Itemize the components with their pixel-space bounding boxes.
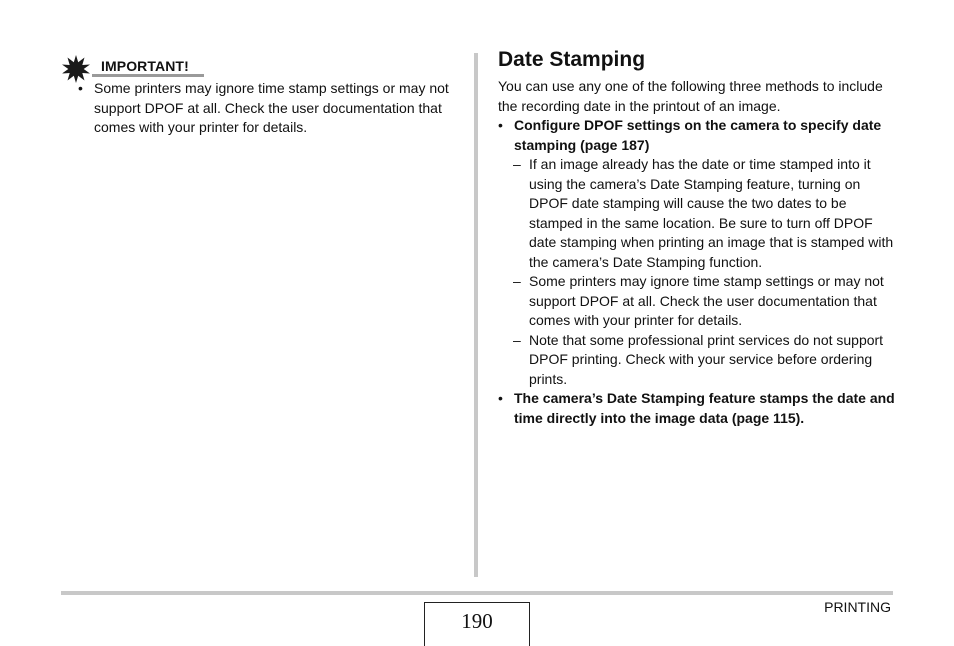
method-subitem-text: Some printers may ignore time stamp settings or may not support DPOF at all. Check the user documentation that comes with your printer for details. bbox=[529, 273, 884, 328]
important-heading bbox=[62, 55, 212, 81]
important-bullet bbox=[78, 79, 463, 138]
important-note bbox=[78, 79, 463, 138]
method-subitem bbox=[498, 331, 898, 390]
method-bullet-text: Configure DPOF settings on the camera to specify date stamping (page 187) bbox=[514, 117, 882, 153]
section-intro: You can use any one of the following three methods to include the recording date in the printout of an image. bbox=[498, 78, 883, 114]
column-divider bbox=[474, 53, 478, 577]
footer-rule bbox=[61, 591, 893, 595]
footer-section-name: PRINTING bbox=[824, 599, 891, 615]
method-subitem-text: Note that some professional print services do not support DPOF printing. Check with your service before ordering prints. bbox=[529, 331, 884, 387]
method-bullet-text: The camera’s Date Stamping feature stamps the date and time directly into the image data (page 115). bbox=[514, 390, 895, 426]
bullet-dot: • bbox=[498, 390, 503, 406]
dash-marker: – bbox=[513, 273, 521, 289]
method-subitem bbox=[498, 155, 898, 272]
important-underline bbox=[92, 74, 204, 77]
method-subitem-text: If an image already has the date or time stamped into it using the camera’s Date Stamping feature, turning on DPOF date stamping will cause the two dates to be stamped in the same location. Be sure to turn off DPOF date stamping when printing an image that is stamped with the camera’s Date Stamping function. bbox=[529, 156, 894, 270]
bullet-dot: • bbox=[498, 117, 503, 133]
page-number-box bbox=[424, 602, 530, 646]
method-subitem bbox=[498, 272, 898, 331]
main-content bbox=[498, 46, 898, 428]
dash-marker: – bbox=[513, 156, 521, 172]
dash-marker: – bbox=[513, 331, 521, 348]
page-number: 190 bbox=[461, 609, 493, 633]
section-title: Date Stamping bbox=[498, 48, 646, 71]
method-bullet bbox=[498, 116, 898, 155]
bullet-dot: • bbox=[78, 80, 83, 96]
method-bullet bbox=[498, 389, 898, 428]
important-label: IMPORTANT! bbox=[101, 58, 189, 74]
important-bullet-text: Some printers may ignore time stamp settings or may not support DPOF at all. Check the user documentation that comes with your printer for details. bbox=[94, 80, 449, 135]
